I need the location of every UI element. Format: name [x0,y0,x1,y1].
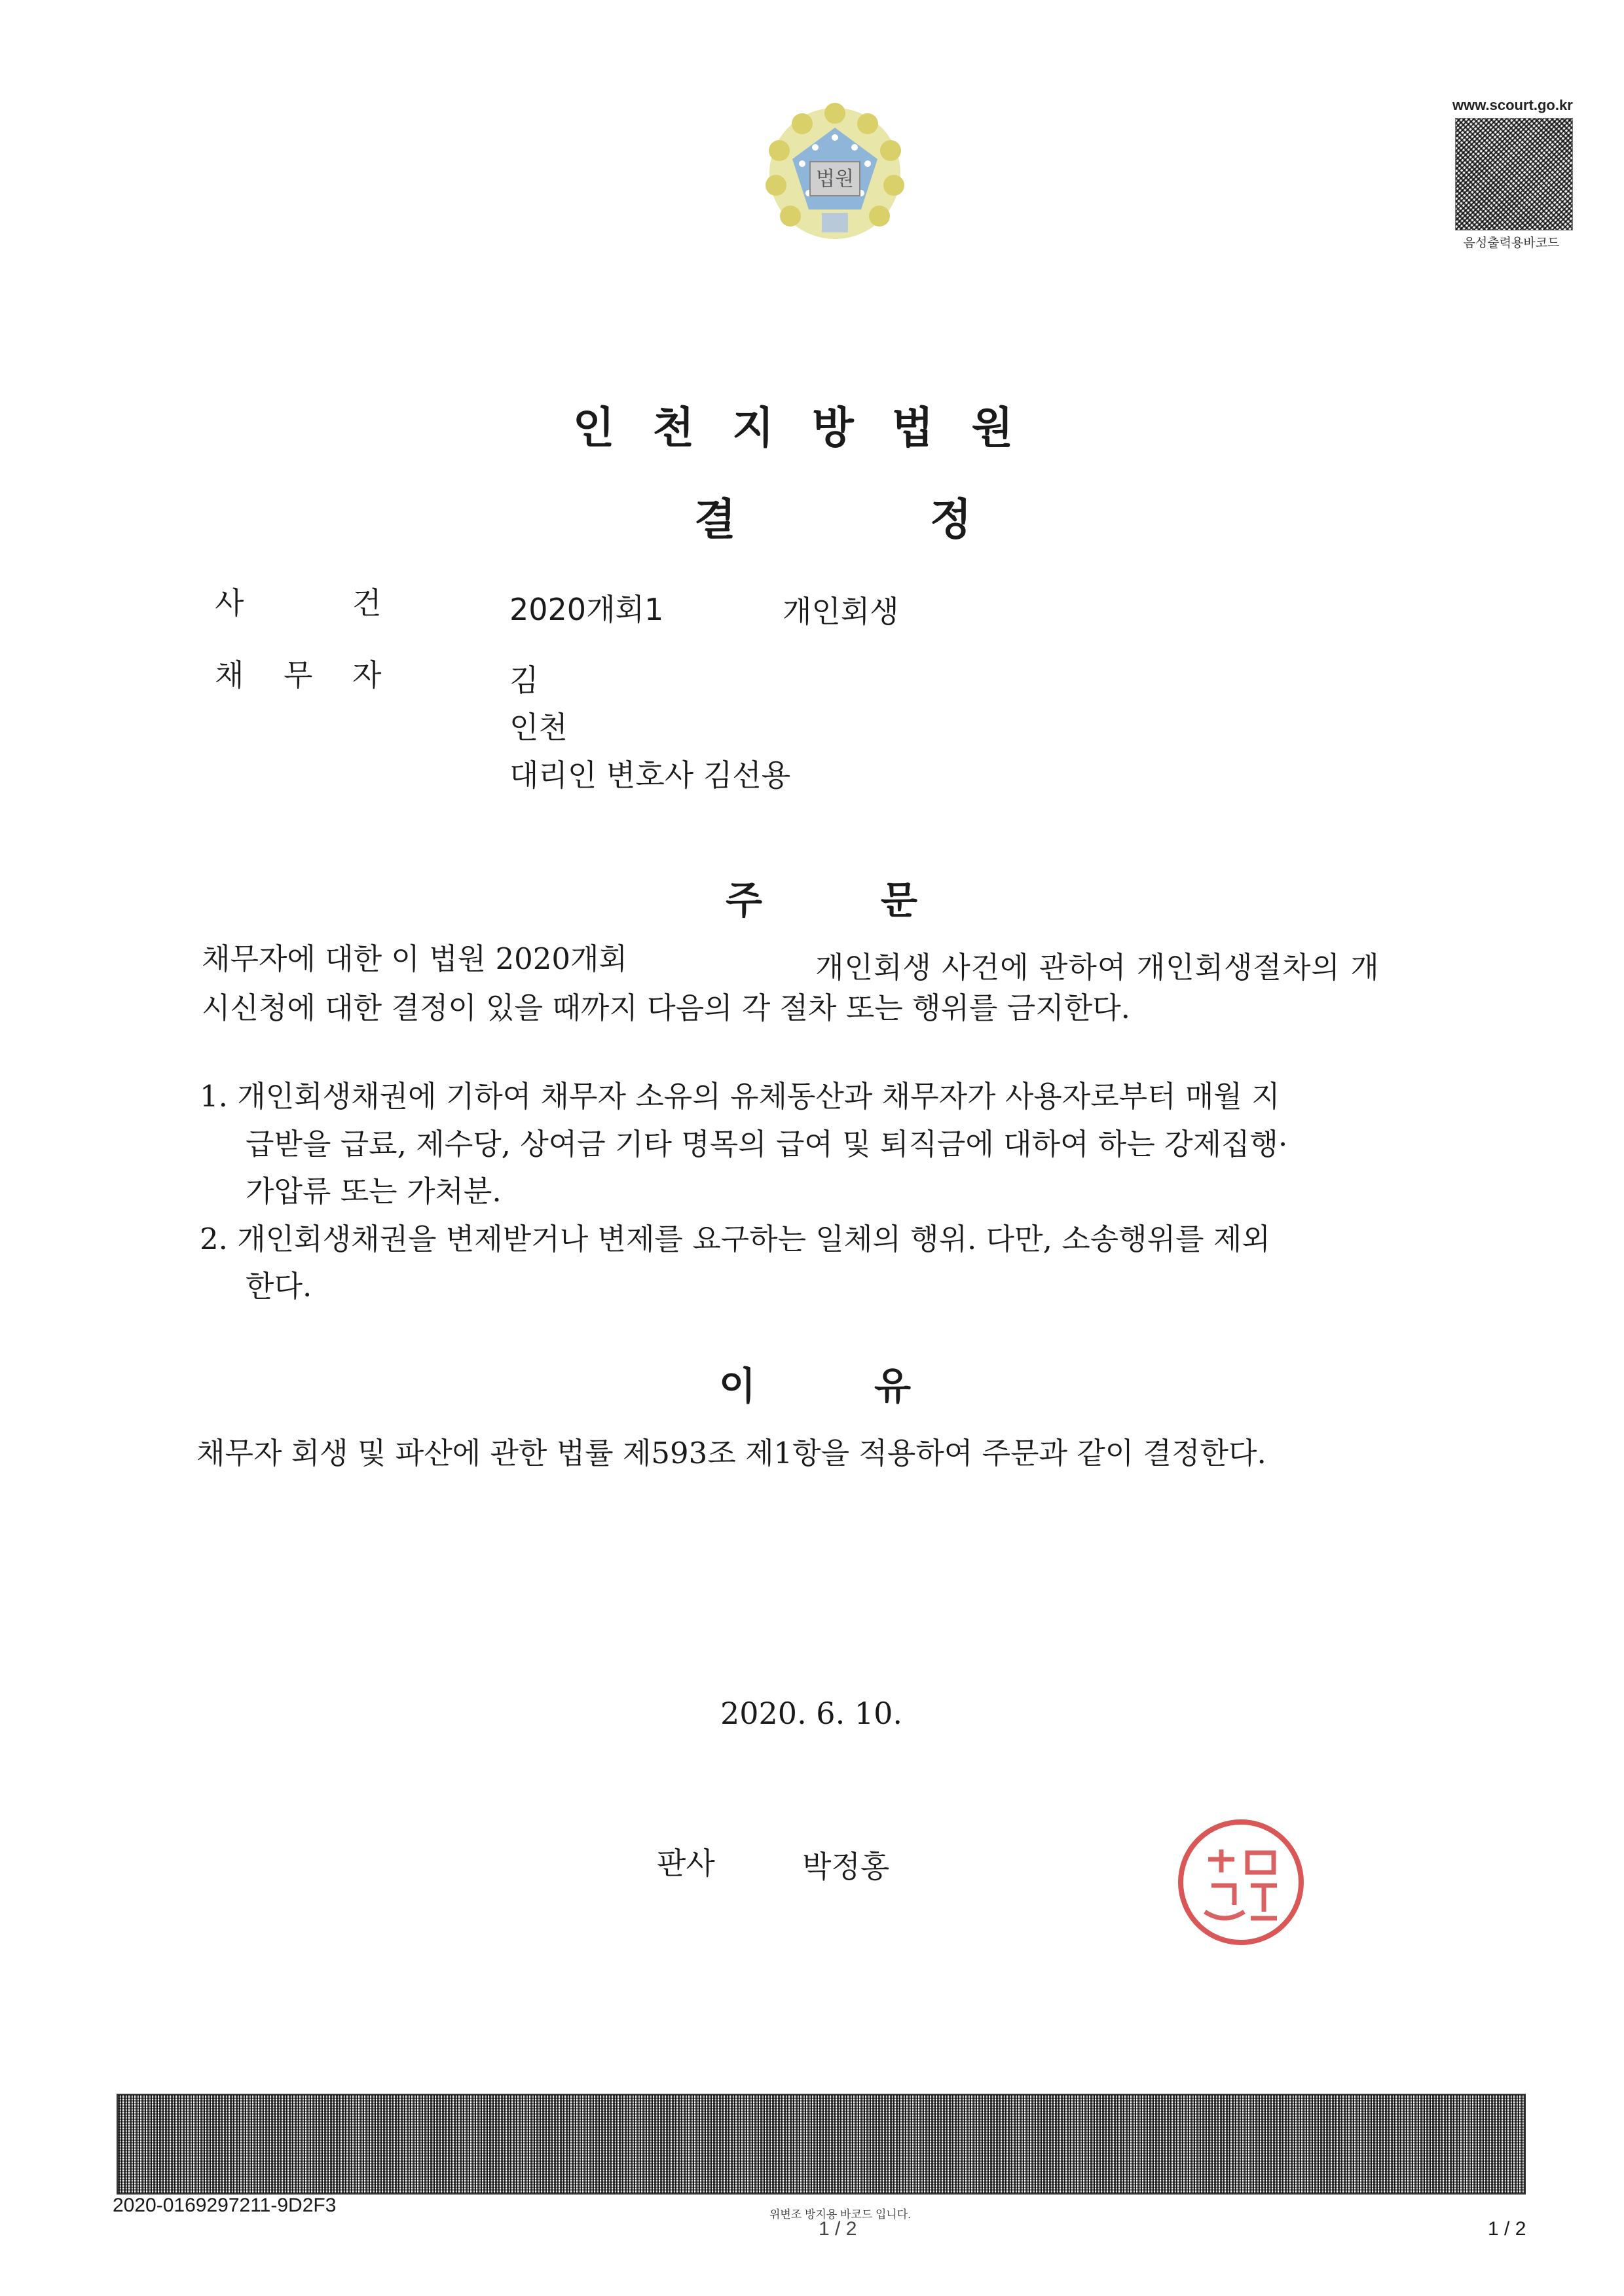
page-number-center: 1 / 2 [819,2218,857,2240]
qr-caption: 음성출력용바코드 [1463,236,1560,250]
order-item2-line1: 2. 개인회생채권을 변제받거나 변제를 요구하는 일체의 행위. 다만, 소송행위를 제외 [200,1222,1270,1256]
order-item1-line1: 1. 개인회생채권에 기하여 채무자 소유의 유체동산과 채무자가 사용자로부터 매월 지 [200,1079,1280,1114]
judge-title: 판사 [657,1846,715,1881]
case-label-char-2: 건 [352,585,382,621]
anti-forgery-barcode [117,2094,1526,2195]
debtor-agent: 대리인 변호사 김선용 [509,757,791,793]
judge-seal-stamp [1172,1813,1310,1951]
judge-name: 박정홍 [802,1849,890,1884]
order-item1-line3: 가압류 또는 가처분. [246,1174,502,1209]
barcode-note: 위변조 방지용 바코드 입니다. [769,2208,911,2221]
reason-heading-right: 유 [874,1364,912,1408]
qr-url: www.scourt.go.kr [1452,97,1573,113]
order-item1-line2: 급받을 급료, 제수당, 상여금 기타 명목의 급여 및 퇴직금에 대하여 하는 강제집행· [246,1127,1288,1161]
seal-text: 법원 [816,168,854,191]
doc-title-right: 정 [930,494,972,545]
debtor-name: 김 [509,663,539,698]
page-number-right: 1 / 2 [1488,2218,1526,2240]
case-number: 2020개회1 [509,592,664,627]
debtor-address: 인천 [509,710,568,745]
order-intro-line2: 시신청에 대한 결정이 있을 때까지 다음의 각 절차 또는 행위를 금지한다. [202,991,1130,1025]
order-intro-line1b: 개인회생 사건에 관하여 개인회생절차의 개 [815,950,1380,985]
court-name: 인천지방법원 [572,403,1052,453]
debtor-label-char-1: 채 [215,657,244,693]
decision-date: 2020. 6. 10. [720,1696,902,1731]
reason-text: 채무자 회생 및 파산에 관한 법률 제593조 제1항을 적용하여 주문과 같이 결정한다. [196,1436,1266,1470]
debtor-label-char-2: 무 [284,657,313,693]
order-intro-line1a: 채무자에 대한 이 법원 2020개회 [202,941,627,976]
document-code: 2020-0169297211-9D2F3 [113,2195,337,2216]
reason-heading-left: 이 [719,1364,756,1408]
order-item2-line2: 한다. [246,1269,312,1303]
case-label-char-1: 사 [215,585,244,621]
order-heading-right: 문 [881,878,918,922]
qr-code [1455,118,1573,230]
case-type: 개인회생 [783,594,899,629]
doc-title-left: 결 [694,494,736,545]
order-heading-left: 주 [726,878,763,922]
court-emblem-logo [763,101,907,246]
debtor-label-char-3: 자 [352,657,382,693]
